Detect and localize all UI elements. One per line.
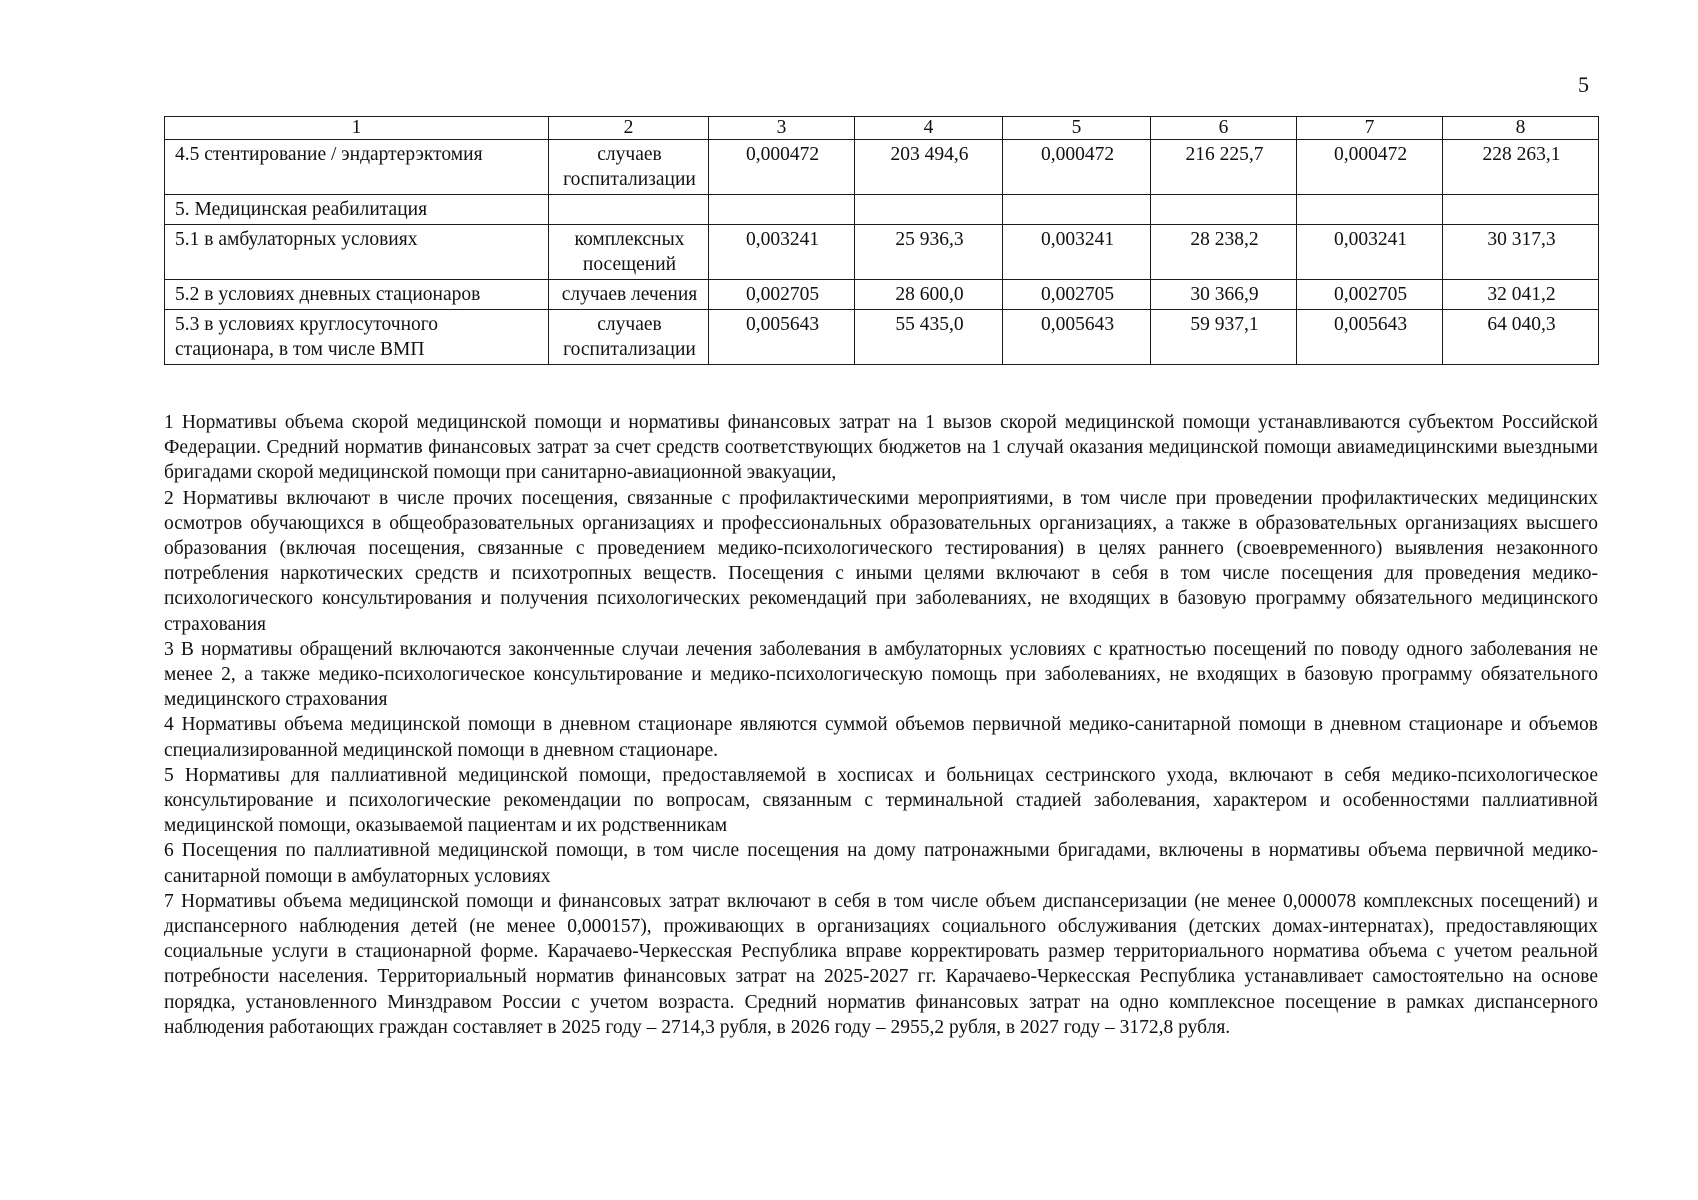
row-value [1003,195,1151,225]
row-value: 28 238,2 [1151,225,1297,280]
row-value: 0,002705 [1003,280,1151,310]
row-value: 0,000472 [1003,140,1151,195]
row-value [1443,195,1599,225]
column-number: 2 [549,117,709,140]
column-number: 3 [709,117,855,140]
row-value: 55 435,0 [855,310,1003,365]
column-number: 7 [1297,117,1443,140]
column-number: 4 [855,117,1003,140]
row-value [855,195,1003,225]
row-unit: случаев госпитализации [549,140,709,195]
column-number: 1 [165,117,549,140]
row-value: 30 317,3 [1443,225,1599,280]
row-value: 30 366,9 [1151,280,1297,310]
row-value [709,195,855,225]
row-value [1297,195,1443,225]
row-value: 0,003241 [1297,225,1443,280]
footnote-7: 7 Нормативы объема медицинской помощи и финансовых затрат включают в себя в том числе объем диспансеризации (не менее 0,000078 комплексных посещений) и диспансерного наблюдения детей (не менее 0,000157), проживающих в организациях социального обслуживания (детских домах-интернатах), предоставляющих социальные услуги в стационарной форме. Карачаево-Черкесская Республика вправе корректировать размер территориального норматива объема с учетом реальной потребности населения. Территориальный норматив финансовых затрат на 2025-2027 гг. Карачаево-Черкесская Республика устанавливает самостоятельно на основе порядка, установленного Минздравом России с учетом возраста. Средний норматив финансовых затрат на одно комплексное посещение в рамках диспансерного наблюдения работающих граждан составляет в 2025 году – 2714,3 рубля, в 2026 году – 2955,2 рубля, в 2027 году – 3172,8 рубля. [164,890,1598,1038]
row-name: 5.2 в условиях дневных стационаров [165,280,549,310]
row-unit: комплексных посещений [549,225,709,280]
row-value: 28 600,0 [855,280,1003,310]
footnote-2: 2 Нормативы включают в числе прочих посещения, связанные с профилактическими мероприятиями, в том числе при проведении профилактических медицинских осмотров обучающихся в общеобразовательных организациях и профессиональных образовательных организациях, а также в образовательных организациях высшего образования (включая посещения, связанные с проведением медико-психологического тестирования) в целях раннего (своевременного) выявления незаконного потребления наркотических средств и психотропных веществ. Посещения с иными целями включают в себя в том числе посещения для проведения медико-психологического консультирования и получения психологических рекомендаций при заболеваниях, не входящих в базовую программу обязательного медицинского страхования [164,487,1598,635]
row-name: 5.3 в условиях круглосуточного стационара, в том числе ВМП [165,310,549,365]
footnotes [164,410,1598,1040]
normatives-table [164,116,1599,365]
table-row [165,140,1599,195]
row-value: 0,002705 [709,280,855,310]
table-row [165,280,1599,310]
footnote-3: 3 В нормативы обращений включаются законченные случаи лечения заболевания в амбулаторных условиях с кратностью посещений по поводу одного заболевания не менее 2, а также медико-психологическое консультирование и медико-психологическую помощь при заболеваниях, не входящих в базовую программу обязательного медицинского страхования [164,638,1598,711]
row-name: 5. Медицинская реабилитация [165,195,549,225]
table-header-row [165,117,1599,140]
row-value: 203 494,6 [855,140,1003,195]
row-value: 0,000472 [1297,140,1443,195]
row-unit [549,195,709,225]
row-name: 4.5 стентирование / эндартерэктомия [165,140,549,195]
row-value: 216 225,7 [1151,140,1297,195]
row-value: 0,005643 [1003,310,1151,365]
row-value: 228 263,1 [1443,140,1599,195]
row-unit: случаев госпитализации [549,310,709,365]
row-value: 0,000472 [709,140,855,195]
column-number: 5 [1003,117,1151,140]
row-value: 0,005643 [709,310,855,365]
row-value: 64 040,3 [1443,310,1599,365]
footnote-1: 1 Нормативы объема скорой медицинской помощи и нормативы финансовых затрат на 1 вызов скорой медицинской помощи устанавливаются субъектом Российской Федерации. Средний норматив финансовых затрат за счет средств соответствующих бюджетов на 1 случай оказания медицинской помощи авиамедицинскими выездными бригадами скорой медицинской помощи при санитарно-авиационной эвакуации, [164,412,1598,484]
row-value [1151,195,1297,225]
footnote-6: 6 Посещения по паллиативной медицинской помощи, в том числе посещения на дому патронажными бригадами, включены в нормативы объема первичной медико-санитарной помощи в амбулаторных условиях [164,840,1598,887]
table-row [165,310,1599,365]
footnote-4: 4 Нормативы объема медицинской помощи в дневном стационаре являются суммой объемов первичной медико-санитарной помощи в дневном стационаре и объемов специализированной медицинской помощи в дневном стационаре. [164,714,1598,761]
row-value: 0,003241 [1003,225,1151,280]
row-value: 32 041,2 [1443,280,1599,310]
row-value: 0,002705 [1297,280,1443,310]
row-value: 59 937,1 [1151,310,1297,365]
row-value: 0,003241 [709,225,855,280]
footnote-5: 5 Нормативы для паллиативной медицинской помощи, предоставляемой в хосписах и больницах сестринского ухода, включают в себя медико-психологическое консультирование и психологические рекомендации по вопросам, связанным с терминальной стадией заболевания, характером и особенностями паллиативной медицинской помощи, оказываемой пациентам и их родственникам [164,764,1598,837]
column-number: 8 [1443,117,1599,140]
column-number: 6 [1151,117,1297,140]
row-name: 5.1 в амбулаторных условиях [165,225,549,280]
table-row [165,225,1599,280]
row-unit: случаев лечения [549,280,709,310]
row-value: 25 936,3 [855,225,1003,280]
page-number: 5 [1578,72,1589,97]
table-row [165,195,1599,225]
row-value: 0,005643 [1297,310,1443,365]
